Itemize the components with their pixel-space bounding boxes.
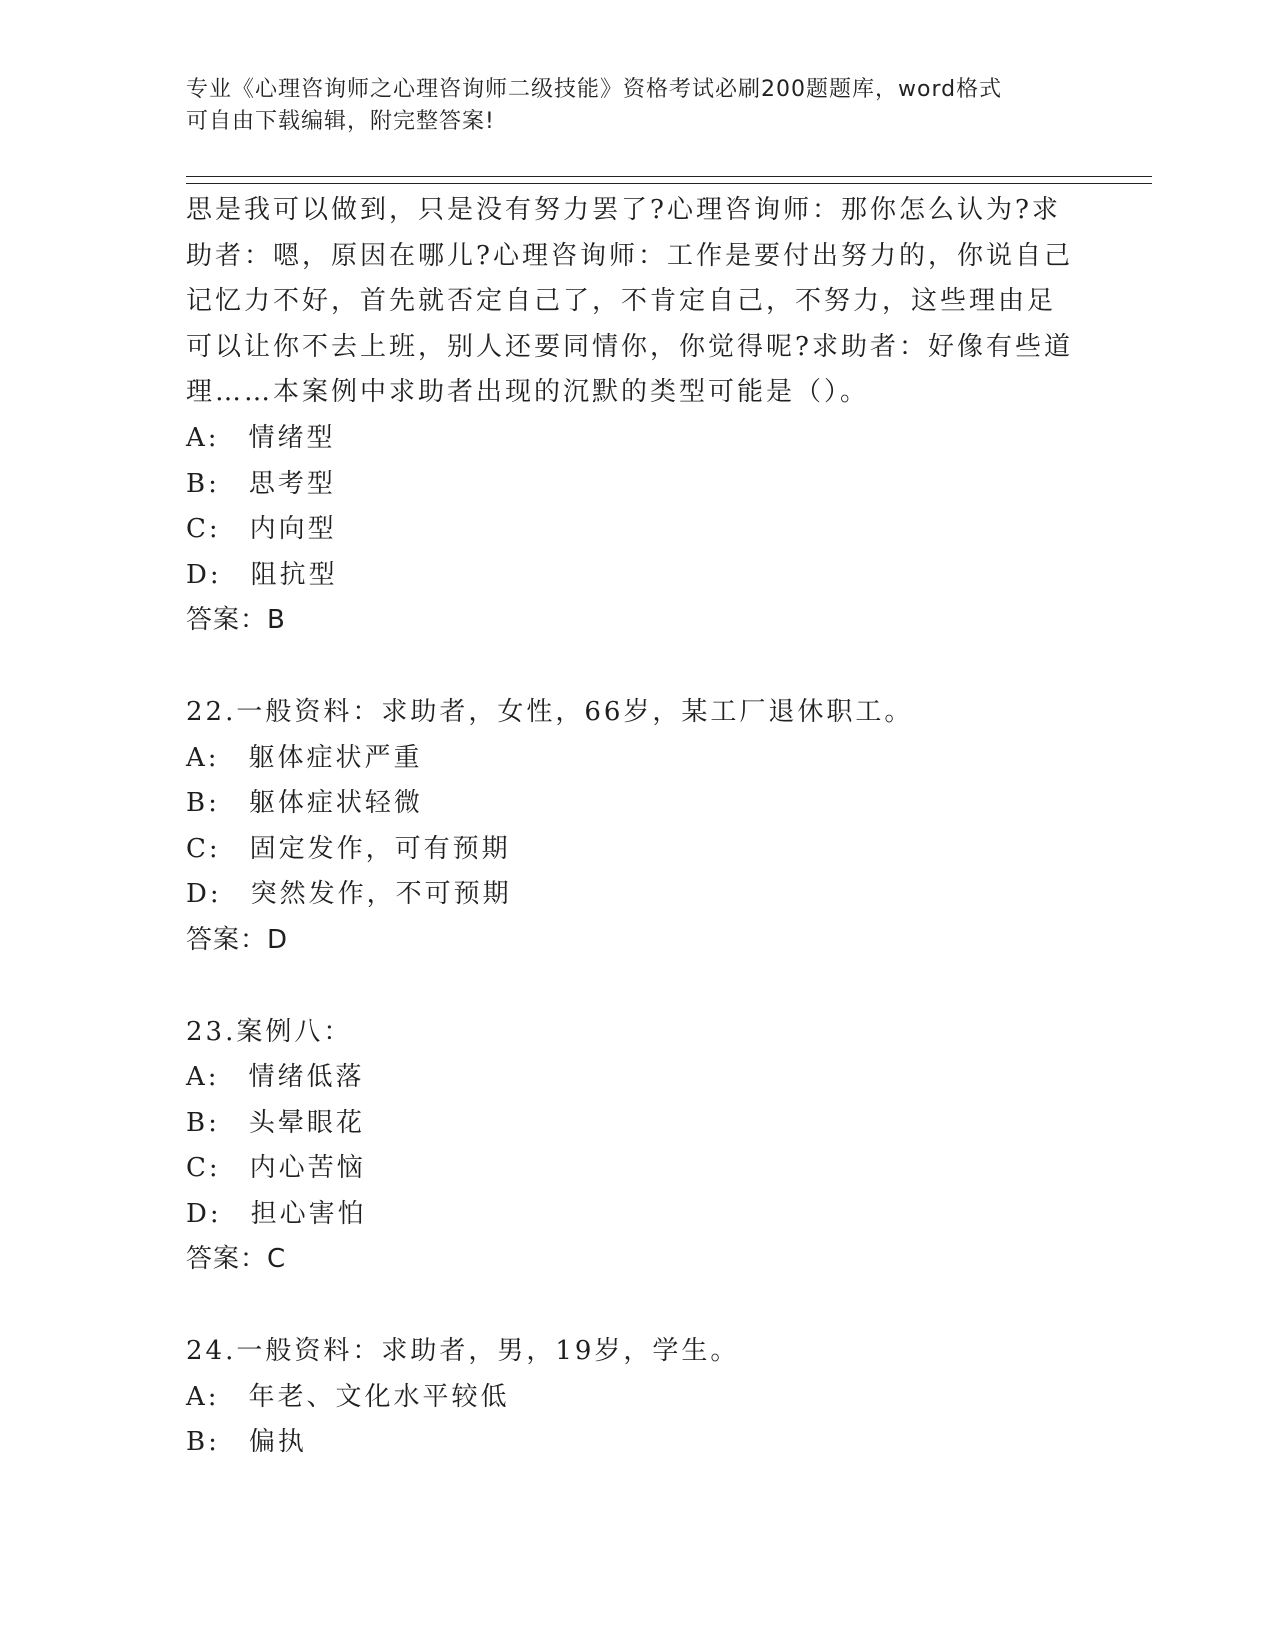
spacer <box>186 644 1086 690</box>
option-d: D: 阻抗型 <box>186 559 338 590</box>
answer: 答案：B <box>186 605 286 636</box>
option-a: A: 躯体症状严重 <box>186 742 423 773</box>
document-header <box>186 74 1086 138</box>
option-a: A: 情绪低落 <box>186 1062 365 1093</box>
option-b: B: 头晕眼花 <box>186 1107 365 1138</box>
stem-line: 记忆力不好，首先就否定自己了，不肯定自己，不努力，这些理由足 <box>186 286 1057 317</box>
option-a: A: 年老、文化水平较低 <box>186 1381 510 1412</box>
header-line-2: 可自由下载编辑，附完整答案! <box>186 109 495 134</box>
option-b: B: 偏执 <box>186 1427 307 1458</box>
question-24 <box>186 1329 1086 1466</box>
stem-line: 助者：嗯，原因在哪儿?心理咨询师：工作是要付出努力的，你说自己 <box>186 240 1073 271</box>
question-stem: 22.一般资料：求助者，女性，66岁，某工厂退休职工。 <box>186 696 914 727</box>
question-23 <box>186 1010 1086 1284</box>
question-21-continuation <box>186 188 1086 644</box>
header-rule-bottom <box>186 183 1152 184</box>
header-line-1: 专业《心理咨询师之心理咨询师二级技能》资格考试必刷200题题库，word格式 <box>186 77 1003 102</box>
question-22 <box>186 690 1086 964</box>
question-stem: 24.一般资料：求助者，男，19岁，学生。 <box>186 1336 740 1367</box>
question-stem: 23.案例八： <box>186 1016 353 1047</box>
stem-line: 理……本案例中求助者出现的沉默的类型可能是（）。 <box>186 377 870 408</box>
spacer <box>186 964 1086 1010</box>
option-b: B: 思考型 <box>186 468 336 499</box>
option-b: B: 躯体症状轻微 <box>186 788 423 819</box>
option-c: C: 内心苦恼 <box>186 1153 366 1184</box>
answer: 答案：C <box>186 1244 287 1275</box>
option-d: D: 担心害怕 <box>186 1198 367 1229</box>
header-rule-top <box>186 176 1152 177</box>
answer: 答案：D <box>186 924 289 955</box>
option-d: D: 突然发作，不可预期 <box>186 879 512 910</box>
option-a: A: 情绪型 <box>186 422 336 453</box>
document-body <box>186 188 1086 1466</box>
spacer <box>186 1283 1086 1329</box>
stem-line: 可以让你不去上班，别人还要同情你，你觉得呢?求助者：好像有些道 <box>186 331 1073 362</box>
stem-line: 思是我可以做到，只是没有努力罢了?心理咨询师：那你怎么认为?求 <box>186 195 1061 225</box>
option-c: C: 内向型 <box>186 514 337 545</box>
option-c: C: 固定发作，可有预期 <box>186 833 511 864</box>
